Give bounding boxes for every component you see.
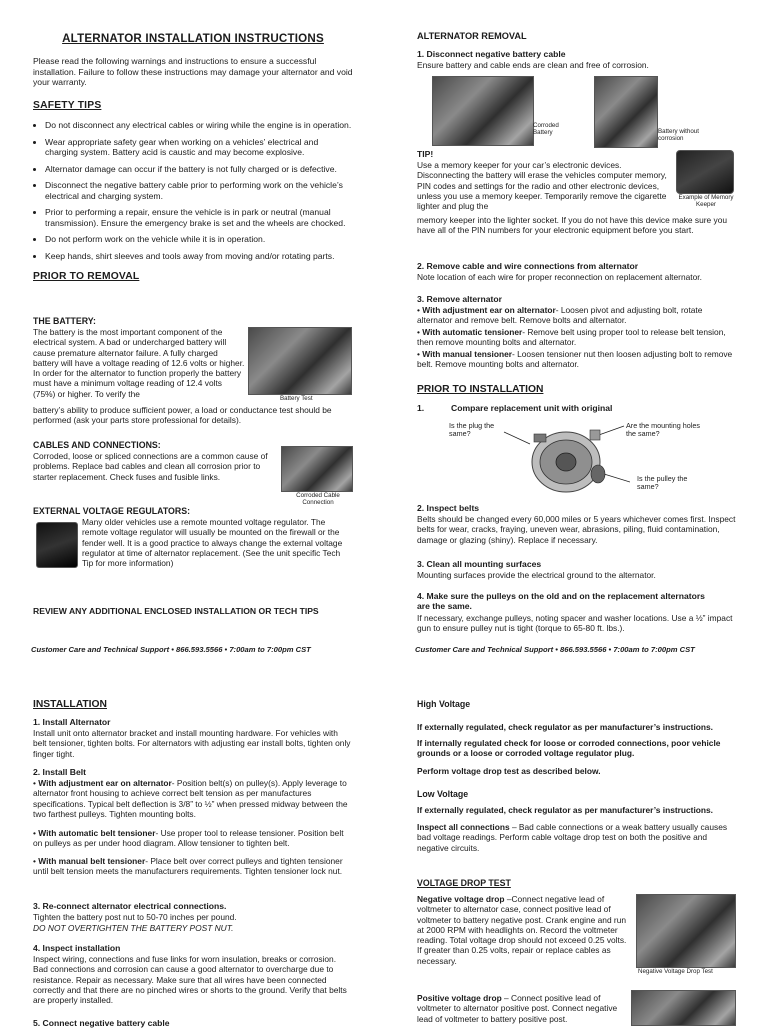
installation-step5-heading: 5. Connect negative battery cable (33, 1018, 170, 1028)
step3-adjust-ear-lead: With adjustment ear on alternator (422, 305, 556, 315)
install-step4-heading: 4. Make sure the pulleys on the old and on the replacement alternators are the same. (417, 591, 705, 612)
negative-drop-text: –Connect negative lead of voltmeter to alternator case, connect positive lead of voltmeter to battery negative post. Crank engine and run at 2000 RPM with headlights on. Record the voltmeter reading. Total voltage drop should not exceed 0.25 volts. If greater than 0.25 volts, repair or replace cables as necessary. (417, 894, 627, 966)
low-connections-lead: Inspect all connections (417, 822, 510, 832)
cables-heading: CABLES AND CONNECTIONS: (33, 440, 161, 450)
high-voltage-internal: If internally regulated check for loose or corroded connections, poor vehicle grounds or a loose or corroded voltage regulator plug. (417, 738, 721, 759)
footer-support-right: Customer Care and Technical Support • 866.593.5566 • 7:00am to 7:00pm CST (415, 645, 695, 654)
cables-text: Corroded, loose or spliced connections are a common cause of problems. Replace bad cables and clean all corrosion prior to starter replacement. Check fuses and fusible links. (33, 451, 268, 482)
step3-auto-tensioner-lead: With automatic tensioner (422, 327, 523, 337)
install-auto-tensioner-text: - Use proper tool to release tensioner. Position belt on pulleys as per under hood diagram. Allow tensioner to tighten belt. (33, 828, 344, 849)
installation-step1-heading: 1. Install Alternator (33, 717, 111, 727)
removal-step3-auto-tensioner: • With automatic tensioner- Remove belt using proper tool to release belt tension, then remove mounting bolts and alternator. (417, 327, 726, 348)
low-voltage-heading: Low Voltage (417, 789, 469, 799)
high-voltage-drop-test: Perform voltage drop test as described below. (417, 766, 601, 776)
install-step3-text: Mounting surfaces provide the electrical ground to the alternator. (417, 570, 656, 580)
installation-step3-heading: 3. Re-connect alternator electrical connections. (33, 901, 227, 911)
corroded-battery-photo (432, 76, 534, 146)
removal-heading: ALTERNATOR REMOVAL (417, 31, 527, 41)
positive-drop-lead: Positive voltage drop (417, 993, 502, 1003)
safety-column (33, 30, 353, 292)
low-voltage-external: If externally regulated, check regulator as per manufacturer’s instructions. (417, 805, 714, 815)
negative-drop-lead: Negative voltage drop (417, 894, 505, 904)
installation-step3-text: Tighten the battery post nut to 50-70 inches per pound. (33, 912, 237, 922)
cable-connection-photo (281, 446, 353, 492)
step3-manual-tensioner-text: - Loosen tensioner nut then loosen adjusting bolt to remove belt. Remove mounting bolts and alternator. (417, 349, 733, 370)
battery-heading: THE BATTERY: (33, 316, 96, 326)
clean-battery-caption: Battery without corrosion (658, 128, 699, 143)
positive-voltage-drop (417, 993, 627, 1024)
safety-list (33, 120, 353, 261)
tip-text-top: Use a memory keeper for your car’s electronic devices. Disconnecting the battery will erase the vehicles computer memory, PIN codes and settings for the radio and other electronic devices, unless you use a memory keeper. Temporarily remove the cigarette lighter and plug the (417, 160, 667, 211)
installation-step4-heading: 4. Inspect installation (33, 943, 121, 953)
memory-keeper-caption: Example of Memory Keeper (678, 194, 734, 209)
safety-item: • Wear appropriate safety gear when working on a vehicles’ electrical and charging system. Battery acid is caustic and may become explosive. (45, 137, 353, 158)
alternator-diagram (500, 420, 630, 505)
removal-step1-text: Ensure battery and cable ends are clean and free of corrosion. (417, 60, 649, 70)
step3-manual-tensioner-lead: With manual tensioner (422, 349, 512, 359)
pulley-pointer-line (604, 474, 630, 482)
intro-text: Please read the following warnings and instructions to ensure a successful installation. Failure to follow these instructions may damage your alternator and void your warranty. (33, 56, 353, 88)
safety-item: • Do not perform work on the vehicle while it is in operation. (45, 234, 353, 244)
installation-step2-auto-tensioner: • With automatic belt tensioner- Use proper tool to release tensioner. Position belt on pulleys as per under hood diagram. Allow tensioner to tighten belt. (33, 828, 344, 849)
question-plug: Is the plug the same? (449, 421, 495, 439)
prior-install-heading: PRIOR TO INSTALLATION (417, 384, 544, 395)
question-pulley: Is the pulley the same? (637, 474, 688, 492)
install-adjust-ear-lead: With adjustment ear on alternator (38, 778, 172, 788)
installation-step4-text: Inspect wiring, connections and fuse links for worn insulation, breaks or corrosion. Bad connections and corrosion can cause a good alternator to overcharge due to resistance. Repair as necessary. Make sure that all wires have been connected correctly and that there are no pinched wires or shorts to the ground. Verify that belts are properly installed. (33, 954, 347, 1005)
safety-item: • Prior to performing a repair, ensure the vehicle is in park or neutral (manual transmission). Ensure the emergency brake is set and the wheels are chocked. (45, 207, 353, 228)
memory-keeper-photo (676, 150, 734, 194)
safety-item: • Do not disconnect any electrical cables or wiring while the engine is in operation. (45, 120, 353, 130)
step3-adjust-ear-text: - Loosen pivot and adjusting bolt, rotate alternator and remove belt. Remove bolts and alternator. (417, 305, 703, 326)
removal-step2-text: Note location of each wire for proper reconnection on replacement alternator. (417, 272, 702, 282)
battery-text-bottom: battery’s ability to produce sufficient power, a load or conductance test should be performed (ask your parts store professional for details). (33, 405, 332, 426)
alternator-icon (532, 430, 605, 492)
plug-pointer-line (504, 432, 530, 444)
voltage-regulator-photo (36, 522, 78, 568)
low-connections-text: – Bad cable connections or a weak battery usually causes bad voltage readings. Perform cable voltage drop test on both the positive and negative circuits. (417, 822, 728, 853)
installation-step2-adjust-ear: • With adjustment ear on alternator- Position belt(s) on pulley(s). Apply leverage to alternator front housing to achieve correct belt tension as per manufactures specifications. Typical belt deflection is 3/8” to ½” when pressed midway between the two farthest pulleys. Tighten mounting bolts. (33, 778, 348, 819)
removal-step3-manual-tensioner: • With manual tensioner- Loosen tensioner nut then loosen adjusting bolt to remove belt. Remove mounting bolts and alternator. (417, 349, 733, 370)
high-voltage-external: If externally regulated, check regulator as per manufacturer’s instructions. (417, 722, 714, 732)
corroded-battery-caption: Corroded Battery (533, 122, 559, 137)
high-voltage-heading: High Voltage (417, 699, 471, 709)
battery-test-photo (248, 327, 352, 395)
positive-drop-photo (631, 990, 736, 1026)
install-manual-tensioner-lead: With manual belt tensioner (38, 856, 146, 866)
installation-step1-text: Install unit onto alternator bracket and install mounting hardware. For vehicles with belt tensioner, tighten bolts. For alternators with adjusting ear install bolts, tighten only finger tight. (33, 728, 351, 759)
battery-text-top: The battery is the most important component of the electrical system. A bad or undercharged battery will cause premature alternator failure. A fully charged battery will have a voltage reading of 12.6 volts or higher. In order for the alternator to function properly the battery must have a minimum voltage reading of 12.4 volts (75%) or higher. To verify the (33, 327, 245, 399)
negative-voltage-drop (417, 894, 631, 966)
battery-test-caption: Battery Test (280, 395, 313, 402)
safety-item: • Disconnect the negative battery cable prior to performing work on the vehicle’s electrical and charging system. (45, 180, 353, 201)
footer-support: Customer Care and Technical Support • 866.593.5566 • 7:00am to 7:00pm CST (31, 645, 311, 654)
regulator-text: Many older vehicles use a remote mounted voltage regulator. The remote voltage regulator will usually be mounted on the firewall or the fender well. It is a good practice to always change the external voltage regulator at time of alternator replacement. (See the unit specific Tech Tip for more information) (82, 517, 343, 568)
install-auto-tensioner-lead: With automatic belt tensioner (38, 828, 156, 838)
safety-heading: SAFETY TIPS (33, 99, 102, 111)
install-manual-tensioner-text: - Place belt over correct pulleys and tighten tensioner until belt tension meets the manufacturers requirements. Tighten tensioner lock nut. (33, 856, 343, 877)
question-mounting-holes: Are the mounting holes the same? (626, 421, 700, 439)
install-step1-number: 1. (417, 403, 425, 413)
installation-heading: INSTALLATION (33, 699, 107, 710)
installation-step2-manual-tensioner: • With manual belt tensioner- Place belt over correct pulleys and tighten tensioner until belt tension meets the manufacturers requirements. Tighten tensioner lock nut. (33, 856, 343, 877)
page-title: ALTERNATOR INSTALLATION INSTRUCTIONS (62, 32, 324, 45)
review-tips-text: REVIEW ANY ADDITIONAL ENCLOSED INSTALLATION OR TECH TIPS (33, 606, 319, 616)
install-step2-heading: 2. Inspect belts (417, 503, 480, 513)
voltage-drop-test-heading: VOLTAGE DROP TEST (417, 878, 511, 888)
negative-drop-photo (636, 894, 736, 968)
regulator-heading: EXTERNAL VOLTAGE REGULATORS: (33, 506, 191, 516)
positive-drop-text: – Connect positive lead of voltmeter to alternator positive post. Connect negative lead of voltmeter to battery positive post. (417, 993, 618, 1024)
negative-drop-caption: Negative Voltage Drop Test (638, 968, 713, 975)
installation-step3-warning: DO NOT OVERTIGHTEN THE BATTERY POST NUT. (33, 923, 234, 933)
safety-item: • Alternator damage can occur if the battery is not fully charged or is defective. (45, 164, 353, 174)
removal-step3-adjust-ear: • With adjustment ear on alternator- Loosen pivot and adjusting bolt, rotate alternator and remove belt. Remove bolts and alternator. (417, 305, 703, 326)
cable-connection-caption: Corroded Cable Connection (296, 492, 340, 507)
step3-auto-tensioner-text: - Remove belt using proper tool to release belt tension, then remove mounting bolts and alternator. (417, 327, 726, 348)
removal-step2-heading: 2. Remove cable and wire connections from alternator (417, 261, 639, 271)
installation-step2-heading: 2. Install Belt (33, 767, 87, 777)
install-adjust-ear-text: - Position belt(s) on pulley(s). Apply leverage to alternator front housing to achieve correct belt tension as per manufactures specifications. Typical belt deflection is 3/8” to ½” when pressed midway between the two farthest pulleys. Tighten mounting bolts. (33, 778, 348, 819)
tip-text-bottom: memory keeper into the lighter socket. If you do not have this device make sure you have all of the PIN numbers for your electronic equipment before you start. (417, 215, 728, 236)
safety-item: • Keep hands, shirt sleeves and tools away from moving and/or rotating parts. (45, 251, 353, 261)
install-step2-text: Belts should be changed every 60,000 miles or 5 years whichever comes first. Inspect belts for wear, cracks, fraying, uneven wear, abrasions, piling, fluid contamination, damage or glazing (shiny). Replace if necessary. (417, 514, 736, 545)
tip-heading: TIP! (417, 149, 434, 159)
removal-step3-heading: 3. Remove alternator (417, 294, 503, 304)
install-step1-heading: Compare replacement unit with original (451, 403, 613, 413)
install-step4-text: If necessary, exchange pulleys, noting spacer and washer locations. Use a ½” impact gun to ensure pulley nut is tight (torque to 65-80 ft. lbs.). (417, 613, 733, 634)
low-voltage-connections (417, 822, 737, 853)
removal-step1-heading: 1. Disconnect negative battery cable (417, 49, 566, 59)
install-step3-heading: 3. Clean all mounting surfaces (417, 559, 542, 569)
prior-removal-heading: PRIOR TO REMOVAL (33, 270, 140, 282)
clean-battery-photo (594, 76, 658, 148)
